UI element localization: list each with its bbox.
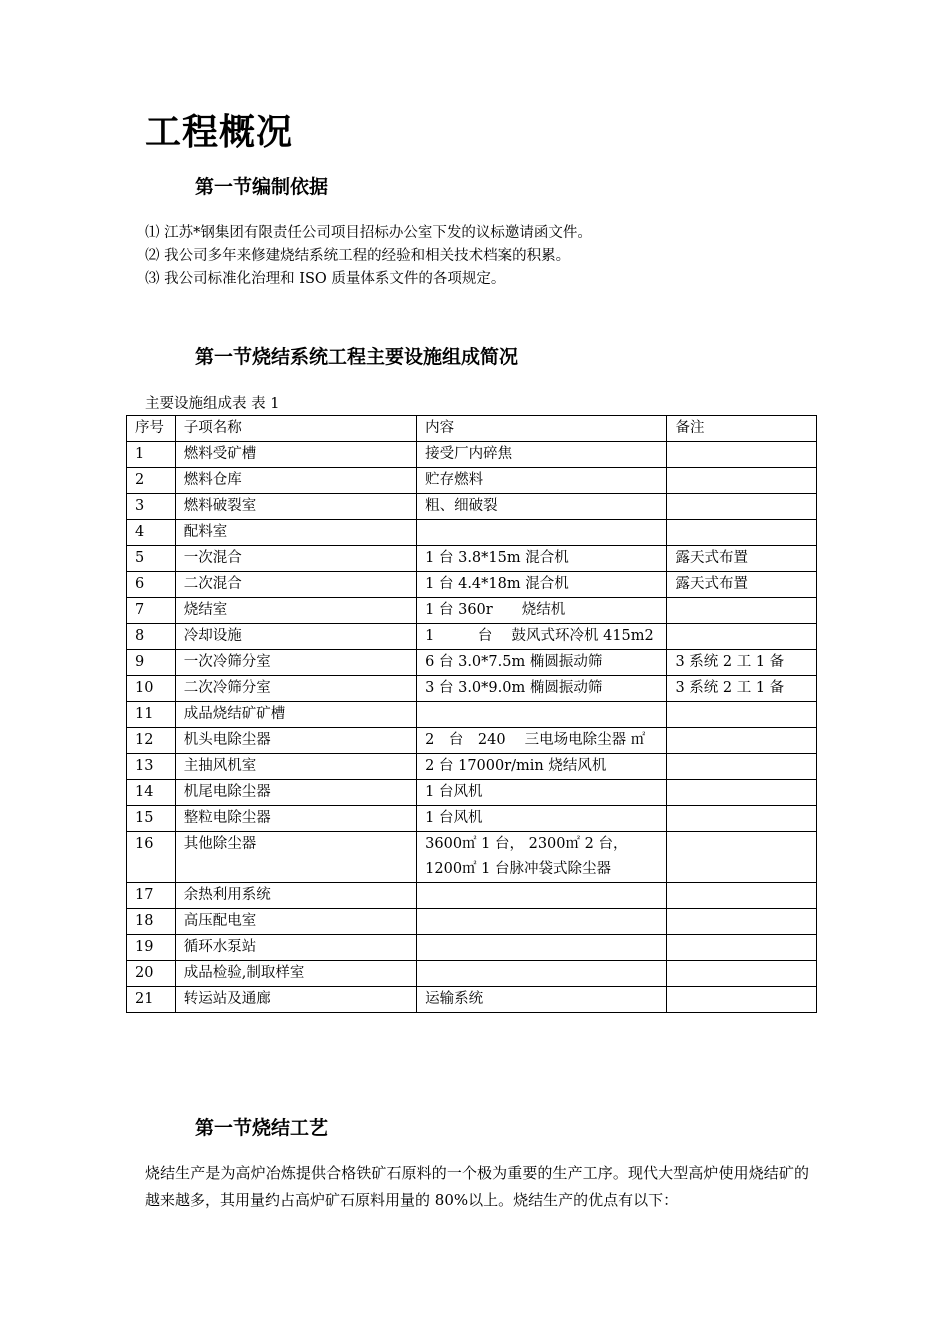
table-row [127, 650, 817, 676]
table-cell [667, 702, 817, 728]
table-cell: 3 系统 2 工 1 备 [667, 650, 817, 676]
table-caption: 主要设施组成表 表 1 [145, 396, 280, 412]
table-cell [667, 598, 817, 624]
table-cell: 一次混合 [175, 546, 416, 572]
table-cell [417, 961, 667, 987]
table-cell: 露天式布置 [667, 572, 817, 598]
table-cell: 1 台 3.8*15m 混合机 [417, 546, 667, 572]
table-cell: 燃料破裂室 [175, 494, 416, 520]
table-cell [667, 520, 817, 546]
table-row [127, 832, 817, 883]
table-cell [667, 468, 817, 494]
table-cell: 成品检验,制取样室 [175, 961, 416, 987]
table-cell: 12 [127, 728, 176, 754]
table-cell: 1 台风机 [417, 806, 667, 832]
table-cell: 二次冷筛分室 [175, 676, 416, 702]
table-row [127, 676, 817, 702]
table-cell [417, 883, 667, 909]
table-cell: 20 [127, 961, 176, 987]
table-cell: 2 台 240 三电场电除尘器 ㎡ [417, 728, 667, 754]
table-cell [417, 520, 667, 546]
table-cell: 转运站及通廊 [175, 987, 416, 1013]
section-heading-basis: 第一节编制依据 [195, 176, 329, 198]
table-row [127, 702, 817, 728]
table-cell: 高压配电室 [175, 909, 416, 935]
table-cell [667, 961, 817, 987]
table-cell [417, 702, 667, 728]
table-row [127, 909, 817, 935]
table-row [127, 935, 817, 961]
table-cell: 一次冷筛分室 [175, 650, 416, 676]
table-cell: 4 [127, 520, 176, 546]
table-cell: 10 [127, 676, 176, 702]
table-row [127, 961, 817, 987]
table-row [127, 442, 817, 468]
header-cell: 序号 [127, 416, 176, 442]
table-cell: 21 [127, 987, 176, 1013]
process-paragraph: 烧结生产是为高炉冶炼提供合格铁矿石原料的一个极为重要的生产工序。现代大型高炉使用烧结矿的越来越多，其用量约占高炉矿石原料用量的 80%以上。烧结生产的优点有以下： [145, 1164, 809, 1209]
table-cell: 燃料受矿槽 [175, 442, 416, 468]
basis-list [145, 222, 592, 291]
table-row [127, 468, 817, 494]
header-cell: 备注 [667, 416, 817, 442]
table-cell: 接受厂内碎焦 [417, 442, 667, 468]
table-cell: 成品烧结矿矿槽 [175, 702, 416, 728]
table-cell [667, 754, 817, 780]
table-cell: 二次混合 [175, 572, 416, 598]
table-cell [667, 935, 817, 961]
table-cell: 其他除尘器 [175, 832, 416, 883]
table-cell [667, 780, 817, 806]
table-cell: 19 [127, 935, 176, 961]
basis-item: ⑴ 江苏*钢集团有限责任公司项目招标办公室下发的议标邀请函文件。 [145, 225, 592, 241]
table-cell: 粗、细破裂 [417, 494, 667, 520]
table-cell: 9 [127, 650, 176, 676]
table-cell: 1 台 鼓风式环冷机 415m2 [417, 624, 667, 650]
table-cell [667, 494, 817, 520]
table-cell: 燃料仓库 [175, 468, 416, 494]
table-cell: 17 [127, 883, 176, 909]
page-title: 工程概况 [145, 112, 294, 153]
table-cell: 5 [127, 546, 176, 572]
table-cell [667, 987, 817, 1013]
table-cell: 2 台 17000r/min 烧结风机 [417, 754, 667, 780]
table-cell: 露天式布置 [667, 546, 817, 572]
table-cell [417, 909, 667, 935]
table-row [127, 572, 817, 598]
table-cell: 3 系统 2 工 1 备 [667, 676, 817, 702]
table-row [127, 780, 817, 806]
table-cell: 3600㎡ 1 台， 2300㎡ 2 台， 1200㎡ 1 台脉冲袋式除尘器 [417, 832, 667, 883]
table-cell: 贮存燃料 [417, 468, 667, 494]
table-row [127, 728, 817, 754]
table-cell: 配料室 [175, 520, 416, 546]
table-cell: 6 台 3.0*7.5m 椭圆振动筛 [417, 650, 667, 676]
table-cell: 13 [127, 754, 176, 780]
table-cell [667, 728, 817, 754]
table-cell [417, 935, 667, 961]
basis-item: ⑵ 我公司多年来修建烧结系统工程的经验和相关技术档案的积累。 [145, 248, 571, 264]
table-cell: 余热利用系统 [175, 883, 416, 909]
table-cell: 整粒电除尘器 [175, 806, 416, 832]
table-row [127, 494, 817, 520]
table-cell [667, 909, 817, 935]
header-cell: 子项名称 [175, 416, 416, 442]
table-row [127, 520, 817, 546]
table-cell: 2 [127, 468, 176, 494]
table-cell: 1 [127, 442, 176, 468]
table-cell: 3 台 3.0*9.0m 椭圆振动筛 [417, 676, 667, 702]
table-cell [667, 883, 817, 909]
table-row [127, 883, 817, 909]
facilities-table [126, 415, 817, 1013]
table-row [127, 754, 817, 780]
table-cell [667, 806, 817, 832]
table-cell [667, 624, 817, 650]
table-row [127, 987, 817, 1013]
table-cell: 烧结室 [175, 598, 416, 624]
table-row [127, 806, 817, 832]
section-heading-process: 第一节烧结工艺 [195, 1117, 329, 1139]
table-cell [667, 442, 817, 468]
table-cell: 1 台风机 [417, 780, 667, 806]
table-cell: 3 [127, 494, 176, 520]
table-cell: 1 台 4.4*18m 混合机 [417, 572, 667, 598]
table-row [127, 546, 817, 572]
table-cell: 7 [127, 598, 176, 624]
table-cell: 循环水泵站 [175, 935, 416, 961]
table-cell: 8 [127, 624, 176, 650]
table-cell: 16 [127, 832, 176, 883]
table-cell [667, 832, 817, 883]
basis-item: ⑶ 我公司标准化治理和 ISO 质量体系文件的各项规定。 [145, 271, 506, 287]
table-header-row [127, 416, 817, 442]
table-cell: 运输系统 [417, 987, 667, 1013]
table-cell: 11 [127, 702, 176, 728]
table-cell: 15 [127, 806, 176, 832]
table-row [127, 598, 817, 624]
table-cell: 主抽风机室 [175, 754, 416, 780]
table-cell: 6 [127, 572, 176, 598]
header-cell: 内容 [417, 416, 667, 442]
table-cell: 冷却设施 [175, 624, 416, 650]
section-heading-facilities: 第一节烧结系统工程主要设施组成简况 [195, 346, 519, 368]
table-row [127, 624, 817, 650]
table-cell: 机尾电除尘器 [175, 780, 416, 806]
table-cell: 1 台 360r 烧结机 [417, 598, 667, 624]
table-cell: 机头电除尘器 [175, 728, 416, 754]
table-cell: 14 [127, 780, 176, 806]
table-cell: 18 [127, 909, 176, 935]
